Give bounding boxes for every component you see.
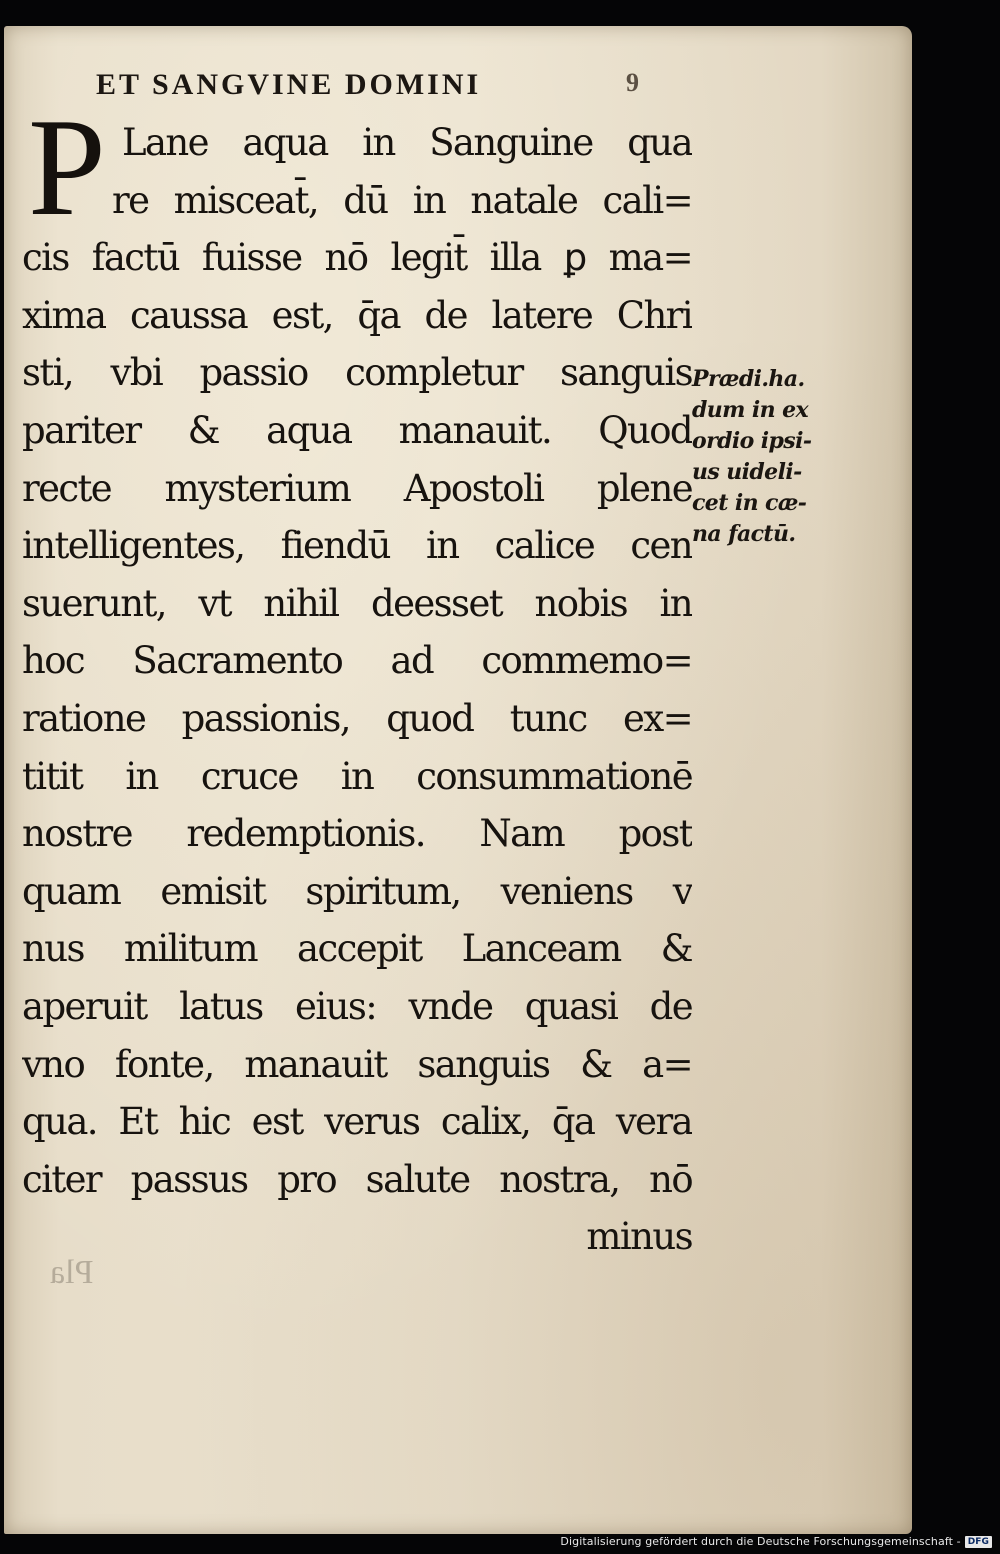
text-line: recte mysterium Apostoli plene <box>22 466 692 510</box>
text-line: vno fonte, manauit sanguis & a= <box>22 1042 692 1086</box>
running-header <box>96 68 642 102</box>
marginal-note-line: Prædi.ha. <box>692 366 805 392</box>
text-line: ratione passionis, quod tunc ex= <box>22 696 692 740</box>
text-line: Lane aqua in Sanguine qua <box>122 121 692 164</box>
text-line: suerunt, vt nihil deesset nobis in <box>22 581 692 625</box>
text-line: hoc Sacramento ad commemo= <box>22 639 692 683</box>
dfg-logo-icon: DFG <box>965 1536 992 1548</box>
marginal-note-line: ordio ipsi- <box>692 428 812 454</box>
bleed-through-text: Pla <box>50 1254 94 1291</box>
drop-cap: P <box>28 90 106 245</box>
text-line: qua. Et hic est verus calix, q̄a vera <box>22 1100 692 1144</box>
text-line: titit in cruce in consummationē <box>22 754 692 798</box>
text-line: pariter & aqua manauit. Quod <box>22 408 692 452</box>
text-line: cis factū fuisse nō legit̄ illa ꝑ ma= <box>22 236 692 280</box>
marginal-note-line: dum in ex <box>692 397 809 423</box>
marginal-note-line: cet in cæ- <box>692 490 807 516</box>
header-ornament: 9 <box>626 68 642 97</box>
book-page <box>4 26 912 1534</box>
text-line: nus militum accepit Lanceam & <box>22 927 692 971</box>
marginal-note-line: na factū. <box>692 521 796 547</box>
digitization-credit <box>560 1535 992 1548</box>
text-line: re misceat̄, dū in natale cali= <box>112 178 692 222</box>
text-line: quam emisit spiritum, veniens v <box>22 869 692 913</box>
catchword: minus <box>586 1215 692 1259</box>
credit-text: Digitalisierung gefördert durch die Deutsche Forschungsgemeinschaft - <box>560 1535 961 1548</box>
running-title: ET SANGVINE DOMINI <box>96 68 482 101</box>
main-text-block <box>22 114 692 1266</box>
marginal-note-line: us uideli- <box>692 459 802 485</box>
text-line: citer passus pro salute nostra, nō <box>22 1157 692 1201</box>
marginal-note <box>692 364 832 550</box>
text-line: xima caussa est, q̄a de latere Chri <box>22 293 692 337</box>
text-line: nostre redemptionis. Nam post <box>22 812 692 856</box>
text-line: intelligentes, fiendū in calice cen <box>22 524 692 568</box>
text-line: sti, vbi passio completur sanguis <box>22 351 692 395</box>
text-line: aperuit latus eius: vnde quasi de <box>22 984 692 1028</box>
